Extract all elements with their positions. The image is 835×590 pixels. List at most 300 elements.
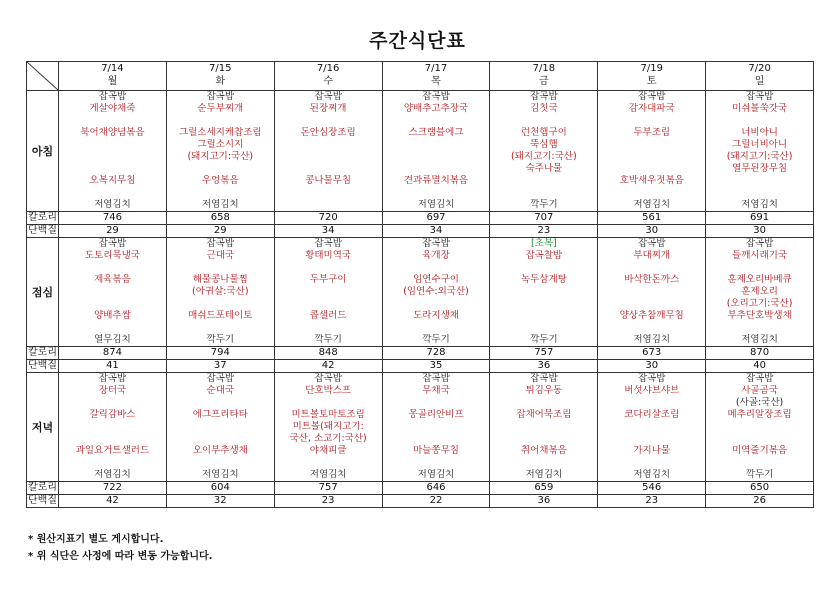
menu-item: 몽골리안비프 [408, 409, 464, 420]
menu-item [598, 397, 705, 409]
menu-item [490, 286, 597, 298]
menu-item: 들깨시래기국 [732, 250, 788, 261]
menu-item [383, 433, 490, 445]
menu-cell [59, 238, 167, 347]
menu-body [27, 91, 814, 508]
menu-cell [706, 238, 814, 347]
menu-item: 육개장 [422, 250, 450, 261]
menu-item: 게살야채죽 [89, 103, 136, 114]
menu-item: 잡곡밥 [206, 373, 235, 384]
protein-value: 35 [382, 360, 490, 373]
day-name: 월 [107, 76, 118, 87]
menu-item [490, 433, 597, 445]
menu-item: 우엉볶음 [201, 175, 239, 186]
day-header [598, 62, 706, 91]
menu-item: 잡곡밥 [314, 91, 342, 102]
menu-item: 깍두기 [745, 469, 774, 480]
kcal-value: 722 [59, 482, 167, 495]
menu-item: 스크램블에그 [408, 127, 464, 138]
menu-item [490, 175, 597, 187]
meal-row-dinner [27, 373, 814, 482]
menu-item [383, 187, 490, 199]
menu-item: 열무된장무침 [732, 163, 788, 174]
menu-item: 잡곡밥 [422, 91, 450, 102]
menu-item [383, 322, 490, 334]
menu-cell [706, 373, 814, 482]
menu-item: 저염김치 [525, 469, 563, 480]
menu-item: 순두부찌개 [197, 103, 244, 114]
menu-item [383, 262, 490, 274]
protein-value: 36 [490, 360, 598, 373]
menu-item: 튀김우동 [525, 385, 563, 396]
menu-cell [59, 373, 167, 482]
menu-cell [382, 373, 490, 482]
menu-item: 훈제오리 [741, 286, 778, 297]
menu-item: (돼지고기:국산) [187, 151, 254, 162]
kcal-value: 848 [274, 347, 382, 360]
menu-item [598, 151, 705, 163]
menu-item: 코다리살조림 [624, 409, 680, 420]
menu-cell [598, 373, 706, 482]
menu-item [490, 397, 597, 409]
menu-item [598, 421, 705, 433]
menu-item: 저염김치 [309, 469, 347, 480]
notes [28, 531, 212, 565]
menu-item: 깍두기 [314, 334, 342, 345]
kcal-value: 659 [490, 482, 598, 495]
menu-item [59, 151, 166, 163]
menu-item: 저염김치 [94, 469, 131, 480]
menu-item [598, 187, 705, 199]
menu-item [706, 433, 813, 445]
menu-cell [166, 91, 274, 212]
menu-item: 취어채볶음 [520, 445, 567, 456]
menu-item: 미역줄기볶음 [732, 445, 788, 456]
protein-value: 41 [59, 360, 167, 373]
menu-item: 미트볼토마토조림 [291, 409, 365, 420]
menu-item: 뚝심햄 [530, 139, 558, 150]
corner-cell [27, 62, 59, 91]
menu-item: 돈안심장조림 [300, 127, 356, 138]
menu-item: 미트볼(돼지고기: [292, 421, 364, 432]
menu-item: 두부구이 [309, 274, 347, 285]
note-origin: * 원산지표기 별도 게시합니다. [28, 534, 164, 545]
day-date: 7/18 [532, 63, 556, 74]
menu-item: [초복] [530, 238, 557, 249]
menu-item [706, 115, 813, 127]
menu-item: 북어채양념볶음 [80, 127, 145, 138]
menu-item: 양배추쌈 [94, 310, 131, 321]
menu-item [706, 187, 813, 199]
menu-item [598, 322, 705, 334]
menu-item [59, 433, 166, 445]
kcal-value: 874 [59, 347, 167, 360]
kcal-value: 673 [598, 347, 706, 360]
day-name: 토 [646, 76, 657, 87]
menu-item: 런천햄구이 [520, 127, 567, 138]
menu-item: 저염김치 [201, 199, 239, 210]
protein-value: 34 [382, 225, 490, 238]
menu-cell [274, 91, 382, 212]
menu-item [59, 115, 166, 127]
kcal-value: 757 [490, 347, 598, 360]
protein-value: 22 [382, 495, 490, 508]
menu-item [383, 163, 490, 175]
menu-item: 잡곡밥 [98, 373, 127, 384]
menu-item: 갈릭감바스 [89, 409, 136, 420]
kcal-value: 870 [706, 347, 814, 360]
menu-item: 그릴소시지 [197, 139, 244, 150]
menu-item: 마늘쫑무침 [413, 445, 459, 456]
menu-item: 양배추고추장국 [403, 103, 469, 114]
kcal-value: 707 [490, 212, 598, 225]
menu-item [598, 262, 705, 274]
menu-item [167, 187, 274, 199]
menu-item [59, 397, 166, 409]
menu-cell [166, 238, 274, 347]
menu-item [167, 322, 274, 334]
diagonal-line [27, 62, 58, 90]
menu-item [275, 139, 382, 151]
menu-item [383, 421, 490, 433]
menu-item [706, 262, 813, 274]
menu-cell [382, 91, 490, 212]
day-header [706, 62, 814, 91]
menu-item [598, 115, 705, 127]
calorie-row [27, 212, 814, 225]
menu-item [598, 433, 705, 445]
menu-item: 저염김치 [633, 334, 671, 345]
protein-value: 30 [598, 225, 706, 238]
menu-item [383, 397, 490, 409]
menu-item [598, 163, 705, 175]
protein-value: 40 [706, 360, 814, 373]
menu-item: 과일요거트샐러드 [75, 445, 150, 456]
menu-item: (아귀살:국산) [192, 286, 249, 297]
protein-value: 30 [706, 225, 814, 238]
calorie-row-label: 칼로리 [28, 212, 57, 223]
protein-value: 32 [166, 495, 274, 508]
menu-item: 도라지생채 [413, 310, 459, 321]
menu-item [383, 139, 490, 151]
menu-item [59, 421, 166, 433]
menu-item [167, 262, 274, 274]
menu-item: 도토리묵냉국 [84, 250, 140, 261]
menu-item: 매쉬드포테이토 [188, 310, 253, 321]
menu-item: 저염김치 [741, 199, 778, 210]
menu-item: 너비아니 [741, 127, 778, 138]
menu-item: 콥샐러드 [309, 310, 347, 321]
menu-item [275, 322, 382, 334]
menu-item [490, 262, 597, 274]
menu-item: 잡곡밥 [314, 373, 342, 384]
menu-item: 양상추참깨무침 [619, 310, 684, 321]
menu-item [275, 397, 382, 409]
menu-item: 잡곡밥 [637, 373, 666, 384]
header-row [27, 62, 814, 91]
menu-item: 잡곡밥 [745, 238, 774, 249]
menu-item: 잡곡밥 [422, 238, 450, 249]
menu-item: 잡곡밥 [530, 373, 558, 384]
kcal-value: 604 [166, 482, 274, 495]
menu-item [383, 457, 490, 469]
protein-row [27, 495, 814, 508]
menu-item [490, 310, 597, 322]
protein-value: 29 [166, 225, 274, 238]
meal-label: 저녁 [27, 373, 59, 482]
menu-item: 저염김치 [201, 469, 239, 480]
menu-item: 잡곡밥 [530, 91, 558, 102]
menu-item [167, 457, 274, 469]
menu-item [167, 298, 274, 310]
protein-value: 42 [59, 495, 167, 508]
menu-item: 잡곡밥 [422, 373, 450, 384]
menu-item [490, 457, 597, 469]
menu-item: 잡곡밥 [206, 91, 235, 102]
day-header [490, 62, 598, 91]
menu-cell [166, 373, 274, 482]
calorie-row-label: 칼로리 [28, 482, 57, 493]
menu-item: 견과류멸치볶음 [403, 175, 469, 186]
menu-cell [490, 91, 598, 212]
menu-item [275, 298, 382, 310]
menu-item: 버섯샤브샤브 [624, 385, 680, 396]
menu-item: 메추리알장조림 [727, 409, 792, 420]
menu-cell [598, 91, 706, 212]
kcal-value: 746 [59, 212, 167, 225]
meal-label: 점심 [27, 238, 59, 347]
menu-item [167, 163, 274, 175]
menu-item: 된장찌개 [309, 103, 347, 114]
menu-item [59, 163, 166, 175]
meal-row-lunch [27, 238, 814, 347]
day-name: 목 [431, 76, 441, 87]
menu-item: 저염김치 [417, 469, 455, 480]
menu-item [598, 286, 705, 298]
day-header [166, 62, 274, 91]
note-change: * 위 식단은 사정에 따라 변동 가능합니다. [28, 551, 213, 562]
menu-item: 부추단호박생채 [727, 310, 792, 321]
kcal-value: 658 [166, 212, 274, 225]
menu-item: 깍두기 [530, 199, 558, 210]
day-header [382, 62, 490, 91]
menu-item [275, 262, 382, 274]
menu-item: 콩나물무침 [305, 175, 352, 186]
menu-item [59, 187, 166, 199]
kcal-value: 757 [274, 482, 382, 495]
menu-item: 사골곰국 [741, 385, 778, 396]
protein-value: 26 [706, 495, 814, 508]
day-name: 화 [215, 76, 226, 87]
day-date: 7/15 [209, 63, 232, 74]
menu-item [706, 322, 813, 334]
menu-item [167, 421, 274, 433]
kcal-value: 646 [382, 482, 490, 495]
day-date: 7/17 [424, 63, 448, 74]
day-date: 7/19 [640, 63, 663, 74]
menu-item: 숙주나물 [525, 163, 563, 174]
menu-cell [274, 238, 382, 347]
menu-item [275, 286, 382, 298]
protein-value: 23 [598, 495, 706, 508]
menu-item: 황태미역국 [305, 250, 352, 261]
menu-item [598, 298, 705, 310]
menu-item: 잡곡밥 [745, 373, 774, 384]
menu-cell [490, 373, 598, 482]
menu-item [275, 199, 382, 211]
kcal-value: 728 [382, 347, 490, 360]
menu-item: 열무김치 [94, 334, 131, 345]
weekly-menu-table [26, 61, 814, 508]
menu-item [490, 187, 597, 199]
menu-item: 제육볶음 [94, 274, 131, 285]
protein-value: 29 [59, 225, 167, 238]
menu-item: 잡곡밥 [745, 91, 774, 102]
menu-item [167, 115, 274, 127]
kcal-value: 691 [706, 212, 814, 225]
menu-item: 잡곡밥 [98, 238, 127, 249]
menu-cell [490, 238, 598, 347]
day-name: 일 [754, 76, 765, 87]
menu-item [167, 433, 274, 445]
menu-item: 녹두삼계탕 [520, 274, 567, 285]
menu-item [706, 175, 813, 187]
menu-cell [706, 91, 814, 212]
menu-item: 그릴소세지케찹조림 [178, 127, 262, 138]
menu-item [706, 421, 813, 433]
protein-value: 34 [274, 225, 382, 238]
menu-item: (돼지고기:국산) [511, 151, 577, 162]
menu-item: (돼지고기:국산) [726, 151, 793, 162]
calorie-row [27, 347, 814, 360]
menu-item [59, 286, 166, 298]
meal-label: 아침 [27, 91, 59, 212]
menu-item: 깍두기 [530, 334, 558, 345]
menu-item [383, 115, 490, 127]
menu-item: 가지나물 [633, 445, 671, 456]
protein-row-label: 단백질 [28, 495, 57, 506]
protein-value: 23 [274, 495, 382, 508]
protein-value: 23 [490, 225, 598, 238]
menu-item: 잡곡밥 [637, 238, 666, 249]
menu-item: (오리고기:국산) [726, 298, 793, 309]
menu-item: 저염김치 [633, 199, 671, 210]
menu-item: 부대찌개 [633, 250, 671, 261]
kcal-value: 794 [166, 347, 274, 360]
day-date: 7/20 [748, 63, 771, 74]
menu-item [275, 151, 382, 163]
protein-value: 37 [166, 360, 274, 373]
menu-item [59, 457, 166, 469]
menu-item: 장터국 [98, 385, 127, 396]
calorie-row [27, 482, 814, 495]
menu-item [490, 421, 597, 433]
day-header [59, 62, 167, 91]
menu-item: 바삭한돈까스 [624, 274, 680, 285]
calorie-row-label: 칼로리 [28, 347, 57, 358]
kcal-value: 546 [598, 482, 706, 495]
menu-item: 단호박스프 [305, 385, 352, 396]
menu-item: 오복지무침 [89, 175, 136, 186]
menu-item: 순대국 [206, 385, 235, 396]
menu-item [59, 139, 166, 151]
menu-item: 잡곡찰밥 [525, 250, 563, 261]
menu-item: 임연수구이 [413, 274, 459, 285]
menu-item [706, 457, 813, 469]
menu-item: 그릴너비아니 [732, 139, 788, 150]
day-name: 금 [539, 76, 549, 87]
kcal-value: 720 [274, 212, 382, 225]
menu-item: (사골:국산) [735, 397, 784, 408]
menu-item: 훈제오리바베큐 [727, 274, 792, 285]
menu-item: 김칫국 [530, 103, 558, 114]
menu-item [275, 457, 382, 469]
day-name: 수 [323, 76, 333, 87]
menu-item [490, 115, 597, 127]
menu-item: 근대국 [206, 250, 235, 261]
menu-item [275, 187, 382, 199]
menu-cell [382, 238, 490, 347]
kcal-value: 650 [706, 482, 814, 495]
menu-item: 무채국 [422, 385, 450, 396]
protein-row-label: 단백질 [28, 360, 57, 371]
menu-item [59, 322, 166, 334]
meal-row-breakfast [27, 91, 814, 212]
menu-item [490, 322, 597, 334]
menu-item: 잡곡밥 [98, 91, 127, 102]
menu-cell [274, 373, 382, 482]
menu-item: 미쉬볼쑥갓국 [732, 103, 788, 114]
protein-row-label: 단백질 [28, 225, 57, 236]
menu-item [598, 457, 705, 469]
menu-item [598, 139, 705, 151]
menu-item: 잡채어묵조림 [516, 409, 572, 420]
protein-row [27, 225, 814, 238]
menu-item: 잡곡밥 [637, 91, 666, 102]
menu-item: 잡곡밥 [314, 238, 342, 249]
kcal-value: 697 [382, 212, 490, 225]
menu-item: 저염김치 [417, 199, 455, 210]
menu-item: (임연수:외국산) [403, 286, 469, 297]
menu-item: 저염김치 [633, 469, 671, 480]
menu-item: 감자대파국 [628, 103, 675, 114]
page-title: 주간식단표 [369, 30, 466, 52]
protein-value: 36 [490, 495, 598, 508]
menu-item [383, 298, 490, 310]
menu-item [383, 151, 490, 163]
menu-item [59, 298, 166, 310]
protein-value: 30 [598, 360, 706, 373]
menu-item: 호박새우젓볶음 [619, 175, 684, 186]
menu-item [167, 397, 274, 409]
menu-item: 깍두기 [206, 334, 235, 345]
menu-item: 두부조림 [633, 127, 671, 138]
menu-item: 깍두기 [422, 334, 450, 345]
menu-item: 잡곡밥 [206, 238, 235, 249]
day-date: 7/14 [101, 63, 124, 74]
kcal-value: 561 [598, 212, 706, 225]
protein-row [27, 360, 814, 373]
protein-value: 42 [274, 360, 382, 373]
menu-cell [598, 238, 706, 347]
menu-item: 저염김치 [741, 334, 778, 345]
menu-item [275, 115, 382, 127]
menu-item [59, 262, 166, 274]
menu-item: 에그프리타타 [192, 409, 248, 420]
menu-item [490, 298, 597, 310]
menu-item [275, 163, 382, 175]
menu-item: 오이부추생채 [192, 445, 248, 456]
